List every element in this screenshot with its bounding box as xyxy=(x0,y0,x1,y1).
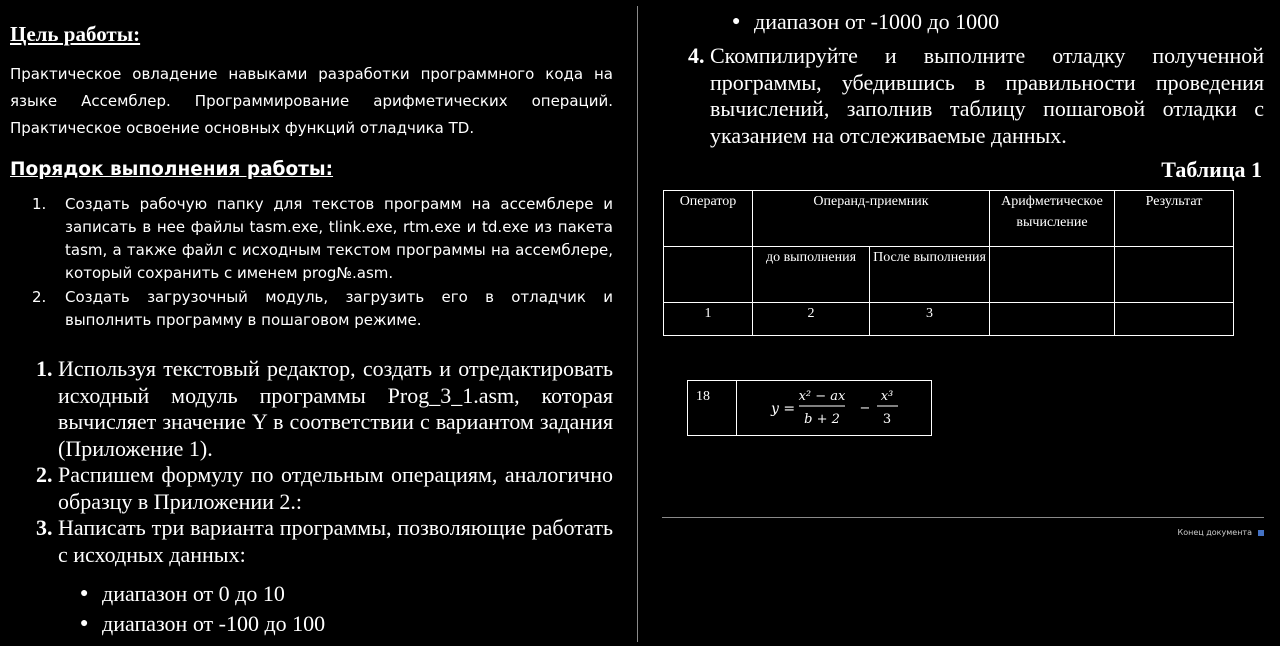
task-text: Написать три варианта программы, позволяющие работать с исходных данных: xyxy=(58,515,613,567)
task-text: Используя текстовый редактор, создать и отредактировать исходный модуль программы Prog_3_1.asm, которая вычисляет значение Y в соответствии с вариантом задания (Приложение 1). xyxy=(58,356,613,461)
order-heading: Порядок выполнения работы: xyxy=(10,159,334,180)
step-text: Создать загрузочный модуль, загрузить его в отладчик и выполнить программу в пошаговом режиме. xyxy=(65,288,613,329)
tasks-list xyxy=(10,356,613,568)
table-cell xyxy=(664,247,753,303)
col-number: 2 xyxy=(753,303,870,336)
col-number: 1 xyxy=(664,303,753,336)
range-bullets xyxy=(80,579,325,639)
task-number: 3. xyxy=(36,515,53,540)
list-item: ● диапазон от 0 до 10 xyxy=(80,579,325,609)
header-before: до выполнения xyxy=(753,247,870,303)
page-divider xyxy=(637,6,638,642)
table-cell xyxy=(1115,303,1234,336)
task-number: 2. xyxy=(36,462,53,487)
goal-text xyxy=(10,61,613,142)
list-item xyxy=(10,515,613,568)
task-item xyxy=(662,43,1264,149)
header-operator: Оператор xyxy=(664,191,753,247)
fraction2-numerator: x³ xyxy=(880,389,894,404)
task-number: 1. xyxy=(36,356,53,381)
list-item: ● диапазон от -1000 до 1000 xyxy=(732,7,999,37)
table-cell xyxy=(1115,247,1234,303)
steps-list xyxy=(10,193,613,333)
formula-lhs: y = xyxy=(771,401,796,417)
fraction1-numerator: x² − ax xyxy=(798,389,846,404)
end-rule xyxy=(662,517,1264,518)
fraction2-denominator: 3 xyxy=(882,412,892,427)
formula xyxy=(737,381,931,430)
document-end-label: Конец документа xyxy=(1177,528,1252,537)
variant-number: 18 xyxy=(688,381,737,436)
table-cell xyxy=(990,247,1115,303)
list-item: ● диапазон от -100 до 100 xyxy=(80,609,325,639)
col-number: 3 xyxy=(870,303,990,336)
goal-line: языке Ассемблер. Программирование арифметических операций. xyxy=(10,92,613,110)
task-text: Скомпилируйте и выполните отладку полученной программы, убедившись в правильности проведения вычислений, заполнив таблицу пошаговой отладки с указанием на отслеживаемые данных. xyxy=(710,43,1264,148)
task-text: Распишем формулу по отдельным операциям, аналогично образцу в Приложении 2.: xyxy=(58,462,613,514)
list-item xyxy=(10,356,613,462)
square-icon xyxy=(1258,530,1264,536)
task-number: 4. xyxy=(688,43,705,68)
left-column xyxy=(10,0,613,646)
header-arith: Арифметическое вычисление xyxy=(990,191,1115,247)
header-result: Результат xyxy=(1115,191,1234,247)
step-text: Создать рабочую папку для текстов программ на ассемблере и записать в нее файлы tasm.exe, tlink.exe, rtm.exe и td.exe из пакета tasm, а также файл с исходным текстом программы на ассемблере, который сохранить с именем prog№.asm. xyxy=(65,195,613,282)
header-operand: Операнд-приемник xyxy=(753,191,990,247)
variant-table xyxy=(687,380,932,436)
right-column xyxy=(662,0,1272,646)
range-bullets xyxy=(732,7,999,37)
header-after: После выполнения xyxy=(870,247,990,303)
formula-minus: − xyxy=(859,401,871,416)
fraction1-denominator: b + 2 xyxy=(804,412,840,427)
step-number: 2. xyxy=(32,288,47,306)
document-end-marker xyxy=(1178,528,1264,537)
goal-heading: Цель работы: xyxy=(10,22,141,46)
step-number: 1. xyxy=(32,195,47,213)
formula-cell xyxy=(737,381,932,436)
list-item xyxy=(10,462,613,515)
table-caption: Таблица 1 xyxy=(1161,157,1262,182)
goal-line: Практическое освоение основных функций отладчика TD. xyxy=(10,119,475,137)
debug-table xyxy=(663,190,1234,336)
list-item xyxy=(10,286,613,332)
goal-line: Практическое овладение навыками разработки программного кода на xyxy=(10,65,613,83)
list-item xyxy=(10,193,613,285)
table-cell xyxy=(990,303,1115,336)
